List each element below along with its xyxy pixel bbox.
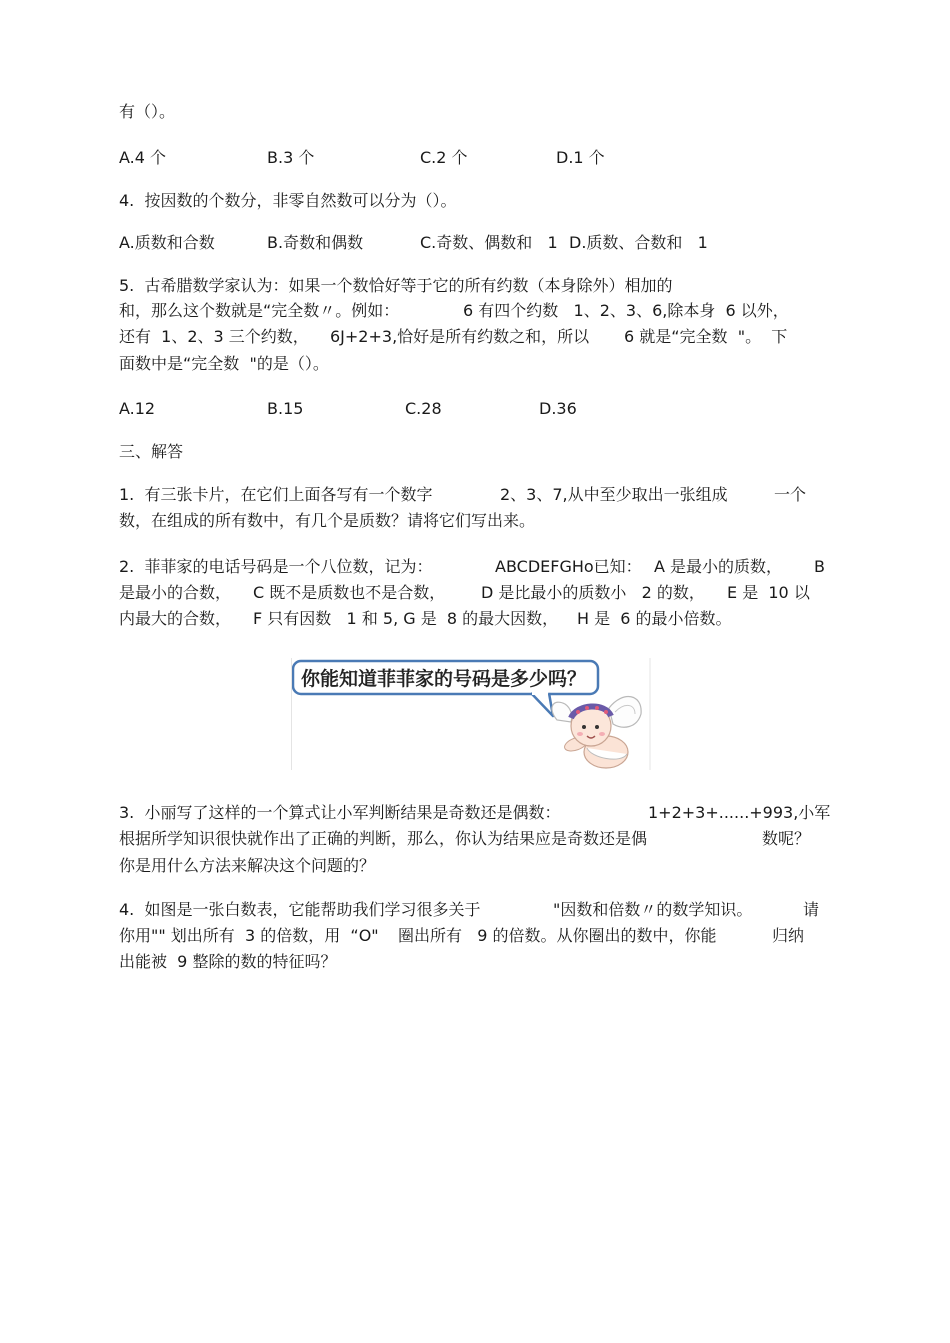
q5-line-3a: 还有 1、2、3 三个约数， bbox=[119, 327, 309, 346]
a3-line-2a: 根据所学知识很快就作出了正确的判断，那么，你认为结果应是奇数还是偶 bbox=[119, 829, 648, 848]
a2-line-3b: F 只有因数 1 和 5, G 是 8 的最大因数， bbox=[253, 609, 559, 628]
q3-option-b: B.3 个 bbox=[267, 148, 315, 167]
a2-line-3a: 内最大的合数， bbox=[119, 609, 232, 628]
a4-line-2b: 圈出所有 9 的倍数。从你圈出的数中，你能 bbox=[398, 926, 717, 945]
illustration-speech-bubble bbox=[291, 658, 651, 770]
a2-line-1b: ABCDEFGHo已知： bbox=[495, 557, 642, 576]
q4-option-a: A.质数和合数 bbox=[119, 233, 215, 252]
q3-option-c: C.2 个 bbox=[420, 148, 468, 167]
q3-option-d: D.1 个 bbox=[556, 148, 605, 167]
q5-line-4: 面数中是“完全数 "的是（）。 bbox=[119, 354, 329, 373]
a2-line-2d: E 是 10 以 bbox=[727, 583, 810, 602]
q5-option-d: D.36 bbox=[539, 399, 577, 418]
speech-bubble-text: 你能知道菲菲家的号码是多少吗？ bbox=[301, 668, 587, 690]
q3-stem-tail: 有（）。 bbox=[119, 102, 176, 121]
a2-line-3c: H 是 6 的最小倍数。 bbox=[577, 609, 732, 628]
a2-line-1c: A 是最小的质数， bbox=[654, 557, 783, 576]
a2-line-1d: B bbox=[814, 557, 825, 576]
q4-option-b: B.奇数和偶数 bbox=[267, 233, 364, 252]
q5-line-1: 5. 古希腊数学家认为：如果一个数恰好等于它的所有约数（本身除外）相加的 bbox=[119, 276, 673, 295]
a3-line-2b: 数呢？ bbox=[762, 829, 811, 848]
a4-line-2c: 归纳 bbox=[772, 926, 805, 945]
section-heading: 三、解答 bbox=[119, 442, 184, 461]
a2-line-2b: C 既不是质数也不是合数， bbox=[253, 583, 446, 602]
a4-line-3: 出能被 9 整除的数的特征吗？ bbox=[119, 952, 337, 971]
q5-line-2b: 6 有四个约数 1、2、3、6,除本身 6 以外， bbox=[463, 301, 789, 320]
a2-line-2a: 是最小的合数， bbox=[119, 583, 232, 602]
q5-line-2a: 和，那么这个数就是“完全数〃。例如： bbox=[119, 301, 400, 320]
a1-line-1c: 一个 bbox=[774, 485, 807, 504]
a1-line-1a: 1. 有三张卡片，在它们上面各写有一个数字 bbox=[119, 485, 433, 504]
a3-line-1b: 1+2+3+......+993,小军 bbox=[648, 803, 831, 822]
q5-option-b: B.15 bbox=[267, 399, 304, 418]
q5-option-a: A.12 bbox=[119, 399, 156, 418]
a4-line-2a: 你用"" 划出所有 3 的倍数，用 “O" bbox=[119, 926, 379, 945]
a3-line-1a: 3. 小丽写了这样的一个算式让小军判断结果是奇数还是偶数： bbox=[119, 803, 561, 822]
a4-line-1c: 请 bbox=[803, 900, 820, 919]
a1-line-2: 数，在组成的所有数中，有几个是质数？请将它们写出来。 bbox=[119, 511, 536, 530]
q5-line-3c: 6 就是“完全数 "。 下 bbox=[624, 327, 788, 346]
q5-line-3b: 6J+2+3,恰好是所有约数之和，所以 bbox=[330, 327, 590, 346]
q4-option-c: C.奇数、偶数和 1 bbox=[420, 233, 558, 252]
q5-option-c: C.28 bbox=[405, 399, 442, 418]
q3-option-a: A.4 个 bbox=[119, 148, 167, 167]
a4-line-1a: 4. 如图是一张白数表，它能帮助我们学习很多关于 bbox=[119, 900, 481, 919]
a3-line-3: 你是用什么方法来解决这个问题的？ bbox=[119, 856, 376, 875]
q4-option-d: D.质数、合数和 1 bbox=[569, 233, 708, 252]
q4-stem: 4. 按因数的个数分，非零自然数可以分为（）。 bbox=[119, 191, 457, 210]
a2-line-1a: 2. 菲菲家的电话号码是一个八位数，记为： bbox=[119, 557, 433, 576]
a2-line-2c: D 是比最小的质数小 2 的数， bbox=[481, 583, 705, 602]
a1-line-1b: 2、3、7,从中至少取出一张组成 bbox=[500, 485, 728, 504]
a4-line-1b: "因数和倍数〃的数学知识。 bbox=[553, 900, 753, 919]
